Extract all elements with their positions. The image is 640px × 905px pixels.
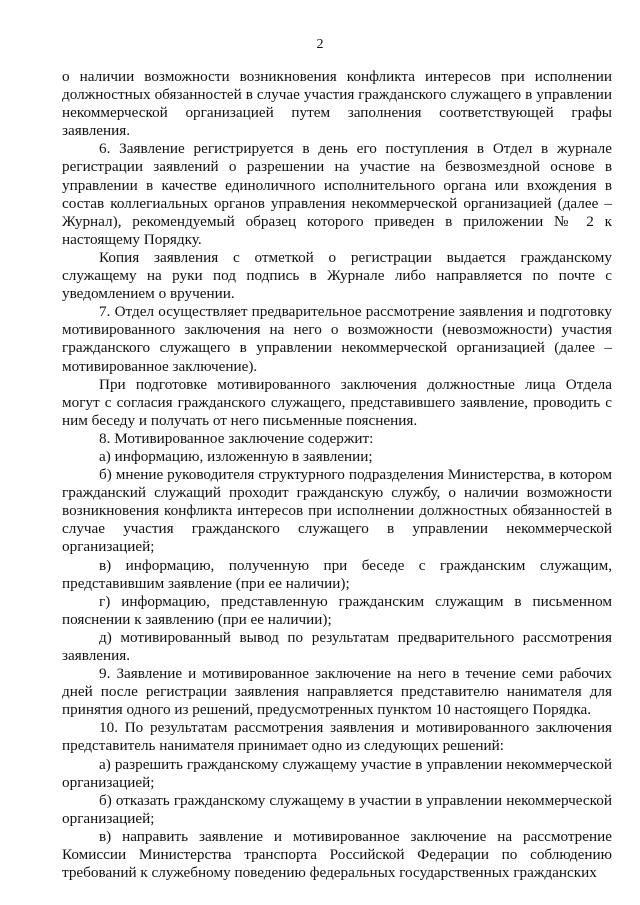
paragraph-item-8g: г) информацию, представленную гражданским служащим в письменном пояснении к заявлению (при ее наличии); xyxy=(62,592,612,628)
page-number: 2 xyxy=(316,37,324,52)
paragraph-conflict-continuation: о наличии возможности возникновения конфликта интересов при исполнении должностных обязанностей в случае участия гражданского служащего в управлении некоммерческой организацией путем заполнения соответствующей графы заявления. xyxy=(62,68,612,140)
paragraph-item-7: 7. Отдел осуществляет предварительное рассмотрение заявления и подготовку мотивированного заключения на него о возможности (невозможности) участия гражданского служащего в управлении некоммерческой организацией (далее – мотивированное заключение). xyxy=(62,303,612,375)
paragraph-preparation: При подготовке мотивированного заключения должностные лица Отдела могут с согласия гражданского служащего, представившего заявление, проводить с ним беседу и получать от него письменные пояснения. xyxy=(62,375,612,429)
paragraph-item-8a: а) информацию, изложенную в заявлении; xyxy=(99,447,373,465)
paragraph-item-8b: б) мнение руководителя структурного подразделения Министерства, в котором гражданский служащий проходит гражданскую службу, о наличии возможности возникновения конфликта интересов при исполнении должностных обязанностей в случае участия гражданского служащего в управлении некоммерческой организацией; xyxy=(62,466,612,556)
paragraph-item-10a: а) разрешить гражданскому служащему участие в управлении некоммерческой организацией; xyxy=(62,755,612,791)
paragraph-item-8: 8. Мотивированное заключение содержит: xyxy=(99,429,374,447)
paragraph-copy-of-application: Копия заявления с отметкой о регистрации выдается гражданскому служащему на руки под подпись в Журнале либо направляется по почте с уведомлением о вручении. xyxy=(62,248,612,303)
document-body xyxy=(62,68,612,882)
paragraph-item-6: 6. Заявление регистрируется в день его поступления в Отдел в журнале регистрации заявлений о разрешении на участие на безвозмездной основе в управлении в качестве единоличного исполнительного органа или вхождения в состав коллегиальных органов управления некоммерческой организацией (далее – Журнал), рекомендуемый образец которого приведен в приложении № 2 к настоящему Порядку. xyxy=(62,140,612,248)
paragraph-item-10b: б) отказать гражданскому служащему в участии в управлении некоммерческой организацией; xyxy=(62,791,612,827)
paragraph-item-8v: в) информацию, полученную при беседе с гражданским служащим, представившим заявление (при ее наличии); xyxy=(62,556,612,592)
paragraph-item-10v: в) направить заявление и мотивированное заключение на рассмотрение Комиссии Министерства транспорта Российской Федерации по соблюдению требований к служебному поведению федеральных государственных гражданских xyxy=(62,827,612,882)
paragraph-item-8d: д) мотивированный вывод по результатам предварительного рассмотрения заявления. xyxy=(62,628,612,664)
paragraph-item-10: 10. По результатам рассмотрения заявления и мотивированного заключения представитель нанимателя принимает одно из следующих решений: xyxy=(62,719,612,755)
paragraph-item-9: 9. Заявление и мотивированное заключение на него в течение семи рабочих дней после регистрации заявления направляется представителю нанимателя для принятия одного из решений, предусмотренных пунктом 10 настоящего Порядка. xyxy=(62,665,612,719)
